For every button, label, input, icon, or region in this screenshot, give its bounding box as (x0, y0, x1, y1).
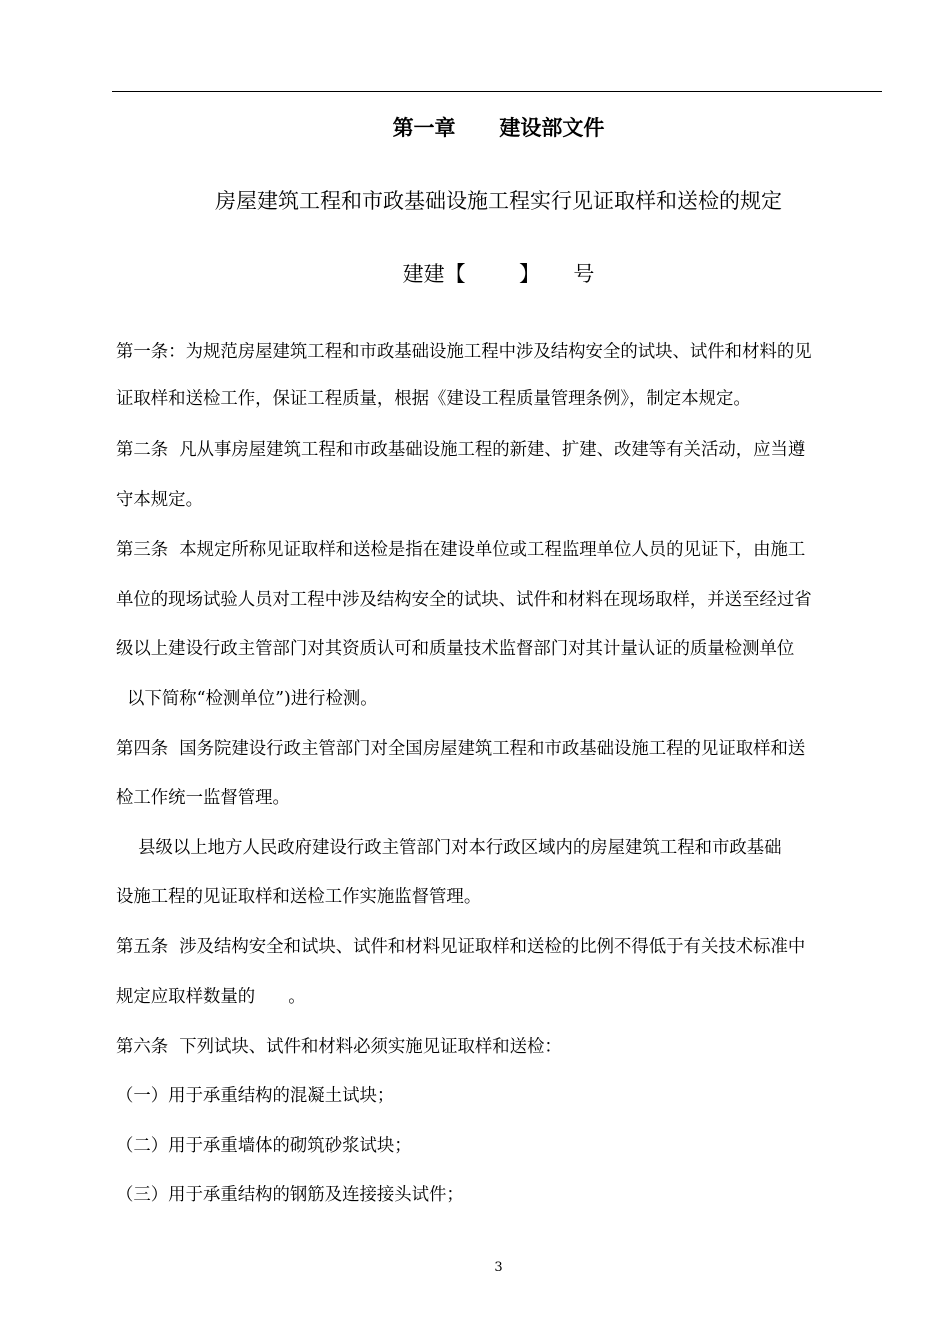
page-number: 3 (494, 1260, 503, 1275)
list-item-1: （一）用于承重结构的混凝土试块； (116, 1086, 395, 1106)
article-1-line-2: 证取样和送检工作，保证工程质量，根据《建设工程质量管理条例》，制定本规定。 (116, 389, 751, 409)
article-4-line-1: 第四条 国务院建设行政主管部门对全国房屋建筑工程和市政基础设施工程的见证取样和送 (116, 739, 806, 759)
document-title: 房屋建筑工程和市政基础设施工程实行见证取样和送检的规定 (215, 189, 782, 213)
article-3-line-4: 以下简称“检测单位”)进行检测。 (116, 689, 378, 709)
document-number: 建建【 】 号 (402, 262, 595, 286)
article-5-line-2: 规定应取样数量的 。 (116, 987, 306, 1007)
article-4-paragraph-2-line-1: 县级以上地方人民政府建设行政主管部门对本行政区域内的房屋建筑工程和市政基础 (116, 838, 782, 858)
article-4-line-2: 检工作统一监督管理。 (116, 788, 290, 808)
article-5-line-1: 第五条 涉及结构安全和试块、试件和材料见证取样和送检的比例不得低于有关技术标准中 (116, 937, 806, 957)
header-rule (112, 91, 882, 92)
article-2-line-1: 第二条 凡从事房屋建筑工程和市政基础设施工程的新建、扩建、改建等有关活动，应当遵 (116, 440, 806, 460)
article-1-line-1: 第一条：为规范房屋建筑工程和市政基础设施工程中涉及结构安全的试块、试件和材料的见 (116, 342, 812, 362)
article-3-line-3: 级以上建设行政主管部门对其资质认可和质量技术监督部门对其计量认证的质量检测单位 (116, 639, 795, 659)
list-item-3: （三）用于承重结构的钢筋及连接接头试件； (116, 1185, 464, 1205)
article-6-line-1: 第六条 下列试块、试件和材料必须实施见证取样和送检： (116, 1037, 562, 1057)
article-3-line-1: 第三条 本规定所称见证取样和送检是指在建设单位或工程监理单位人员的见证下，由施工 (116, 540, 806, 560)
list-item-2: （二）用于承重墙体的砌筑砂浆试块； (116, 1136, 412, 1156)
article-2-line-2: 守本规定。 (116, 490, 203, 510)
article-4-paragraph-2-line-2: 设施工程的见证取样和送检工作实施监督管理。 (116, 887, 482, 907)
chapter-title: 第一章 建设部文件 (392, 116, 605, 140)
article-3-line-2: 单位的现场试验人员对工程中涉及结构安全的试块、试件和材料在现场取样，并送至经过省 (116, 590, 812, 610)
